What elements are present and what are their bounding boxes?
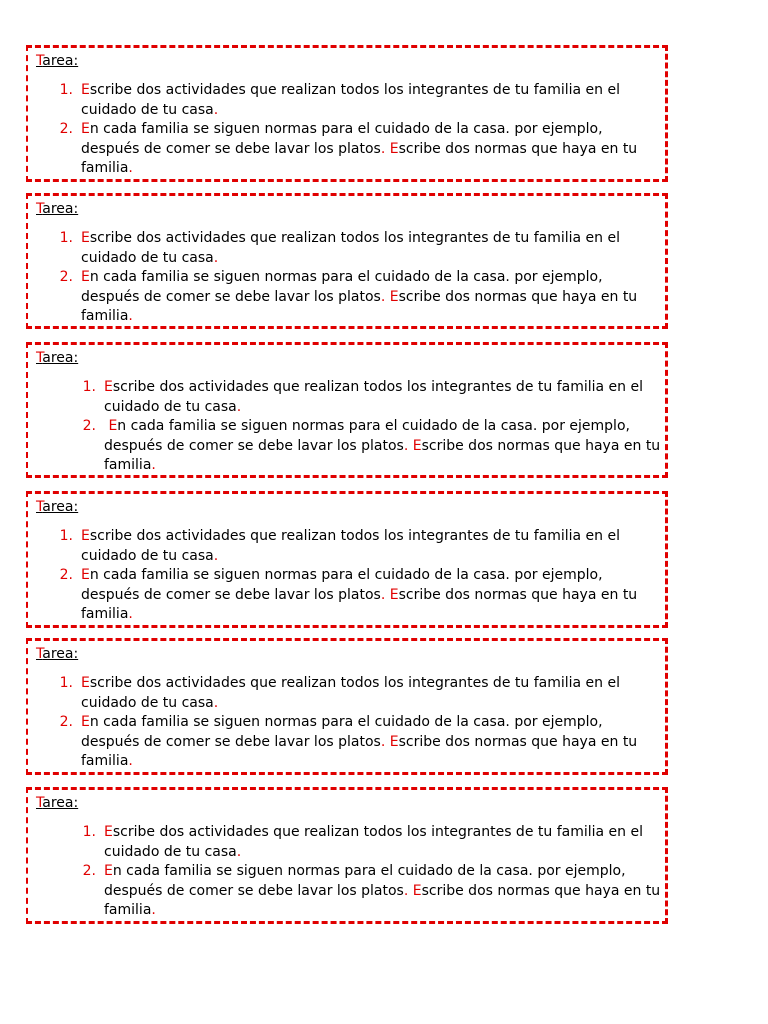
task-title: Tarea: bbox=[36, 499, 79, 515]
task-list bbox=[59, 81, 661, 179]
list-item: 1. Escribe dos actividades que realizan todos los integrantes de tu familia en el cuidado de tu casa. bbox=[59, 528, 620, 564]
list-item: 2. En cada familia se siguen normas para el cuidado de la casa. por ejemplo, después de comer se debe lavar los platos. Escribe dos normas que haya en tu familia. bbox=[82, 418, 661, 473]
list-item: 1. Escribe dos actividades que realizan todos los integrantes de tu familia en el cuidado de tu casa. bbox=[59, 675, 620, 711]
list-item: 2. En cada familia se siguen normas para el cuidado de la casa. por ejemplo, después de comer se debe lavar los platos. Escribe dos normas que haya en tu familia. bbox=[59, 269, 638, 324]
task-card bbox=[26, 193, 668, 329]
list-item: 2. En cada familia se siguen normas para el cuidado de la casa. por ejemplo, después de comer se debe lavar los platos. Escribe dos normas que haya en tu familia. bbox=[82, 863, 661, 918]
task-list bbox=[59, 527, 661, 625]
task-list bbox=[82, 378, 664, 476]
task-card bbox=[26, 787, 668, 924]
list-item: 1. Escribe dos actividades que realizan todos los integrantes de tu familia en el cuidado de tu casa. bbox=[59, 230, 620, 266]
task-card bbox=[26, 491, 668, 628]
list-item: 1. Escribe dos actividades que realizan todos los integrantes de tu familia en el cuidado de tu casa. bbox=[59, 82, 620, 118]
list-item: 2. En cada familia se siguen normas para el cuidado de la casa. por ejemplo, después de comer se debe lavar los platos. Escribe dos normas que haya en tu familia. bbox=[59, 121, 638, 176]
task-title: Tarea: bbox=[36, 795, 79, 811]
list-item: 1. Escribe dos actividades que realizan todos los integrantes de tu familia en el cuidado de tu casa. bbox=[82, 824, 643, 860]
task-list bbox=[59, 229, 661, 327]
task-card bbox=[26, 342, 668, 478]
task-list bbox=[82, 823, 664, 921]
list-item: 1. Escribe dos actividades que realizan todos los integrantes de tu familia en el cuidado de tu casa. bbox=[82, 379, 643, 415]
list-item: 2. En cada familia se siguen normas para el cuidado de la casa. por ejemplo, después de comer se debe lavar los platos. Escribe dos normas que haya en tu familia. bbox=[59, 714, 638, 769]
list-item: 2. En cada familia se siguen normas para el cuidado de la casa. por ejemplo, después de comer se debe lavar los platos. Escribe dos normas que haya en tu familia. bbox=[59, 567, 638, 622]
task-card bbox=[26, 45, 668, 182]
task-list bbox=[59, 674, 661, 772]
task-title: Tarea: bbox=[36, 201, 79, 217]
task-title: Tarea: bbox=[36, 350, 79, 366]
task-title: Tarea: bbox=[36, 646, 79, 662]
task-title: Tarea: bbox=[36, 53, 79, 69]
task-card bbox=[26, 638, 668, 775]
